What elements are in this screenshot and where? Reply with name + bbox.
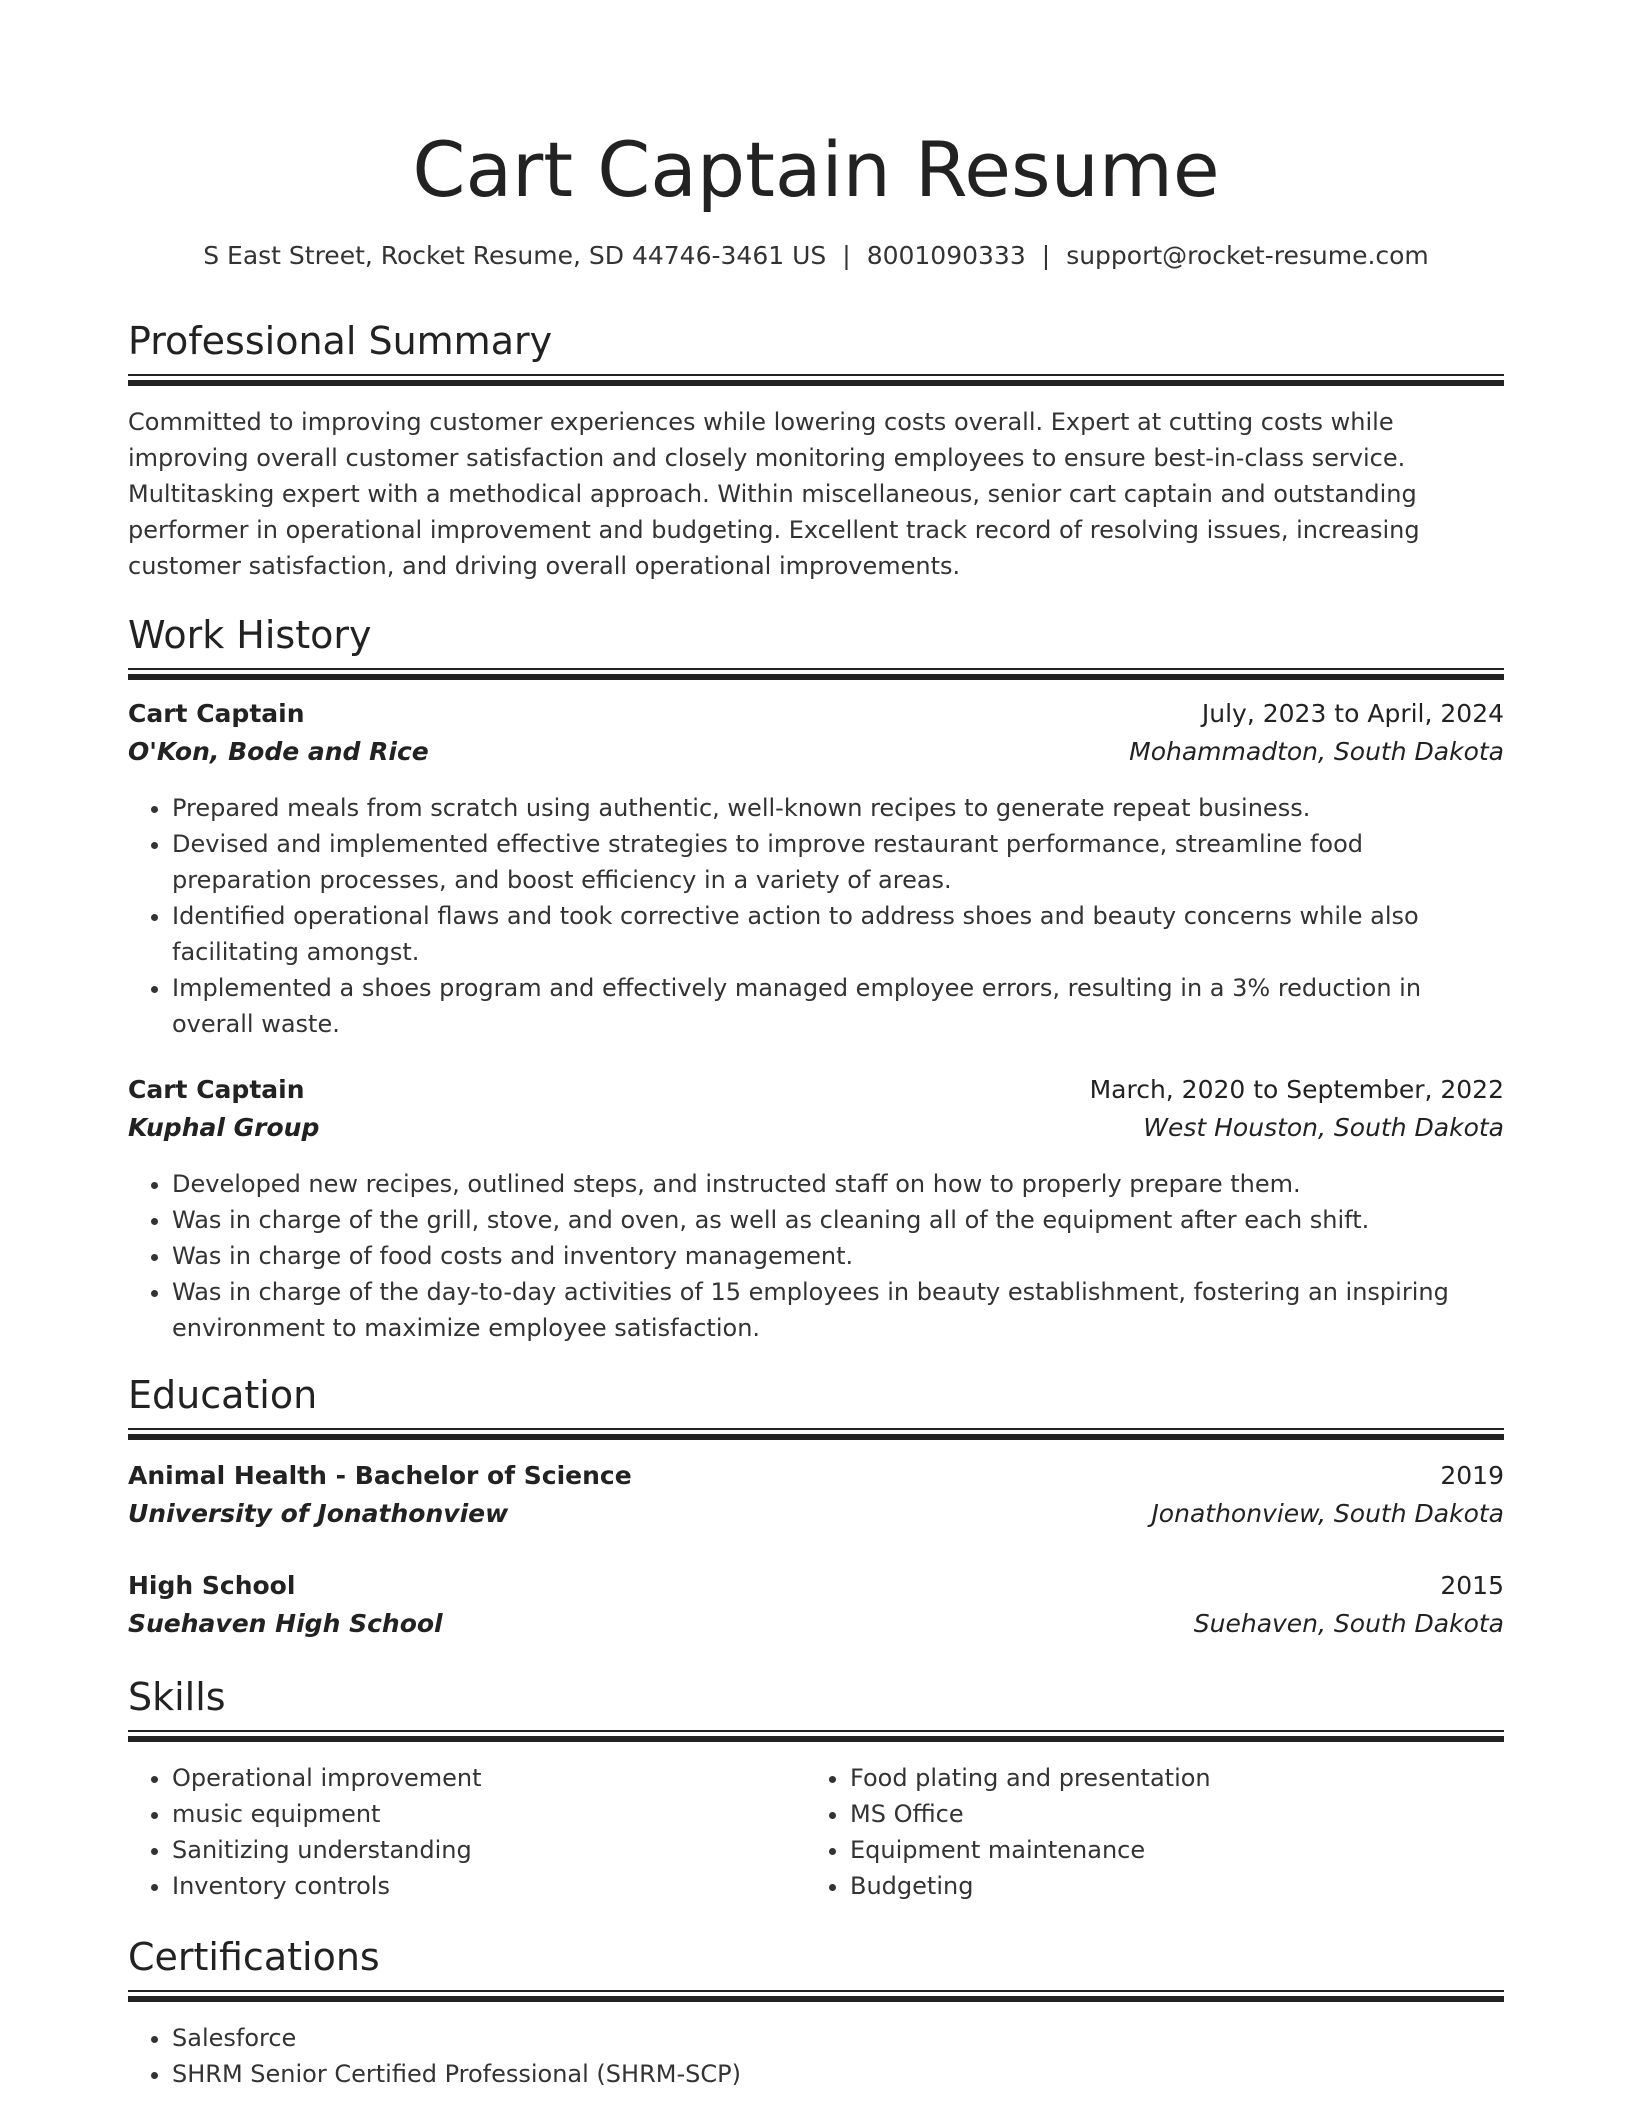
job-header xyxy=(128,1072,1504,1108)
section-divider xyxy=(128,668,1504,680)
summary-heading: Professional Summary xyxy=(128,319,553,363)
skills-list-right xyxy=(806,1760,1486,1904)
list-item: • Was in charge of the grill, stove, and oven, as well as cleaning all of the equipment after each shift. xyxy=(172,1202,1504,1238)
job-role: Cart Captain xyxy=(128,699,305,728)
section-divider xyxy=(128,1990,1504,2002)
education-subheader xyxy=(128,1496,1504,1532)
separator: | xyxy=(1041,241,1051,270)
list-item: • Operational improvement xyxy=(172,1760,808,1796)
job-dates: March, 2020 to September, 2022 xyxy=(1089,1075,1504,1104)
list-item: • Inventory controls xyxy=(172,1868,808,1904)
list-item: • music equipment xyxy=(172,1796,808,1832)
list-item: • Devised and implemented effective strategies to improve restaurant performance, streamline food preparation processes, and boost efficiency in a variety of areas. xyxy=(172,826,1504,898)
job-company: O'Kon, Bode and Rice xyxy=(128,737,429,766)
list-item: • Developed new recipes, outlined steps, and instructed staff on how to properly prepare them. xyxy=(172,1166,1504,1202)
contact-line xyxy=(128,238,1504,274)
school: Suehaven High School xyxy=(128,1609,443,1638)
list-item: • Salesforce xyxy=(172,2020,1504,2056)
degree: Animal Health - Bachelor of Science xyxy=(128,1461,632,1490)
skills-heading: Skills xyxy=(128,1675,226,1719)
address: S East Street, Rocket Resume, SD 44746-3461 US xyxy=(203,241,827,270)
job-company: Kuphal Group xyxy=(128,1113,320,1142)
list-item: • Was in charge of the day-to-day activities of 15 employees in beauty establishment, fostering an inspiring environment to maximize employee satisfaction. xyxy=(172,1274,1504,1346)
section-divider xyxy=(128,1428,1504,1440)
summary-text: Committed to improving customer experiences while lowering costs overall. Expert at cutting costs while improving overall customer satisfaction and closely monitoring employees to ensure best-in-class service. Multitasking expert with a methodical approach. Within miscellaneous, senior cart captain and outstanding performer in operational improvement and budgeting. Excellent track record of resolving issues, increasing customer satisfaction, and driving overall operational improvements. xyxy=(128,408,1420,580)
list-item: • Food plating and presentation xyxy=(850,1760,1486,1796)
list-item: • SHRM Senior Certified Professional (SHRM-SCP) xyxy=(172,2056,1504,2092)
school: University of Jonathonview xyxy=(128,1499,509,1528)
job-header xyxy=(128,696,1504,732)
education-heading: Education xyxy=(128,1373,318,1417)
phone: 8001090333 xyxy=(866,241,1026,270)
education-year: 2015 xyxy=(1440,1571,1504,1600)
job-dates: July, 2023 to April, 2024 xyxy=(1201,699,1504,728)
job-location: West Houston, South Dakota xyxy=(1143,1113,1504,1142)
list-item: • Was in charge of food costs and inventory management. xyxy=(172,1238,1504,1274)
list-item: • Budgeting xyxy=(850,1868,1486,1904)
job-subheader xyxy=(128,734,1504,770)
education-year: 2019 xyxy=(1440,1461,1504,1490)
job-role: Cart Captain xyxy=(128,1075,305,1104)
school-location: Jonathonview, South Dakota xyxy=(1151,1499,1504,1528)
skills-list-left xyxy=(128,1760,808,1904)
job-location: Mohammadton, South Dakota xyxy=(1129,737,1504,766)
section-divider xyxy=(128,1730,1504,1742)
certifications-list xyxy=(128,2020,1504,2092)
job-subheader xyxy=(128,1110,1504,1146)
email: support@rocket-resume.com xyxy=(1066,241,1429,270)
work-history-heading: Work History xyxy=(128,613,372,657)
list-item: • Equipment maintenance xyxy=(850,1832,1486,1868)
separator: | xyxy=(842,241,851,270)
job-bullets xyxy=(128,1166,1504,1346)
education-subheader xyxy=(128,1606,1504,1642)
degree: High School xyxy=(128,1571,296,1600)
list-item: • Identified operational flaws and took corrective action to address shoes and beauty concerns while also facilitating amongst. xyxy=(172,898,1504,970)
school-location: Suehaven, South Dakota xyxy=(1193,1609,1504,1638)
list-item: • Sanitizing understanding xyxy=(172,1832,808,1868)
section-divider xyxy=(128,374,1504,386)
certifications-heading: Certifications xyxy=(128,1935,380,1979)
list-item: • Prepared meals from scratch using authentic, well-known recipes to generate repeat business. xyxy=(172,790,1504,826)
resume-title: Cart Captain Resume xyxy=(412,125,1220,214)
job-bullets xyxy=(128,790,1504,1042)
list-item: • MS Office xyxy=(850,1796,1486,1832)
education-header xyxy=(128,1458,1504,1494)
list-item: • Implemented a shoes program and effectively managed employee errors, resulting in a 3% reduction in overall waste. xyxy=(172,970,1504,1042)
education-header xyxy=(128,1568,1504,1604)
